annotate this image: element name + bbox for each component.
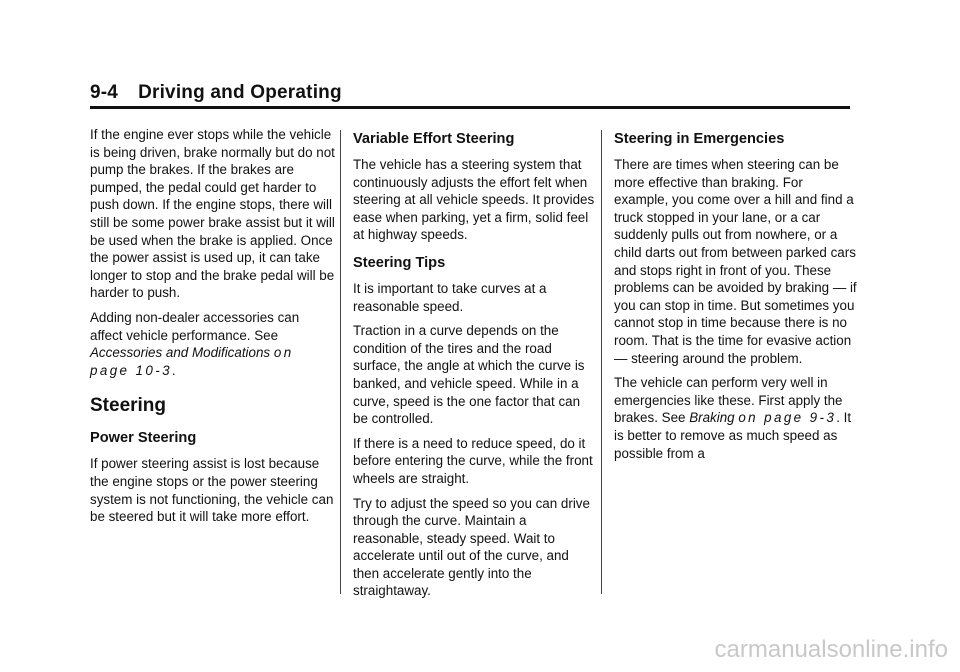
- section-title: Driving and Operating: [138, 82, 342, 103]
- tips-paragraph-2: Traction in a curve depends on the condition of the tires and the road surface, the angle at which the curve is banked, and vehicle speed. While in a curve, speed is the one factor that can be controlled.: [353, 323, 585, 427]
- power-steering-paragraph: If power steering assist is lost because the engine stops or the power steering system is not functioning, the vehicle can be steered but it will take more effort.: [90, 456, 334, 525]
- braking-page-link[interactable]: on page 9-3: [738, 410, 837, 426]
- column-middle: [353, 130, 598, 607]
- accessories-paragraph: Adding non-dealer accessories can affect vehicle performance. See Accessories and Modifications on page 10-3.: [90, 309, 300, 378]
- power-steering-heading: Power Steering: [90, 430, 197, 447]
- emergencies-paragraph-2: The vehicle can perform very well in emergencies like these. First apply the brakes. See Braking on page 9-3. It is better to remove as much speed as possible from a: [614, 375, 852, 461]
- accessories-page-link[interactable]: on page 10-3: [90, 345, 294, 378]
- column-divider: [340, 130, 341, 594]
- page-title: [90, 80, 850, 106]
- emergencies-heading: Steering in Emergencies: [614, 131, 785, 147]
- column-left: [90, 126, 335, 533]
- steering-heading: Steering: [90, 395, 167, 417]
- tips-paragraph-4: Try to adjust the speed so you can drive through the curve. Maintain a reasonable, steady speed. Wait to accelerate until out of the curve, and then accelerate gently into the straightaway.: [353, 495, 590, 599]
- page-number: 9-4: [90, 82, 119, 103]
- emergencies-paragraph-1: There are times when steering can be more effective than braking. For example, you come over a hill and find a truck stopped in your lane, or a car suddenly pulls out from nowhere, or a child darts out from between parked cars and stops right in front of you. These problems can be avoided by braking — if you can stop in time. But sometimes you cannot stop in time because there is no room. That is the time for evasive action — steering around the problem.: [614, 157, 857, 366]
- engine-stop-paragraph: If the engine ever stops while the vehicle is being driven, brake normally but do not pump the brakes. If the brakes are pumped, the pedal could get harder to push down. If the engine stops, there will still be some power brake assist but it will be used when the brake is applied. Once the power assist is used up, it can take longer to stop and the brake pedal will be harder to push.: [90, 127, 335, 301]
- accessories-link[interactable]: Accessories and Modifications: [90, 345, 271, 361]
- tips-paragraph-3: If there is a need to reduce speed, do it before entering the curve, while the front wheels are straight.: [353, 435, 593, 486]
- page-header: [90, 80, 850, 109]
- braking-link[interactable]: Braking: [689, 410, 735, 426]
- tips-paragraph-1: It is important to take curves at a reasonable speed.: [353, 280, 547, 314]
- steering-tips-heading: Steering Tips: [353, 254, 446, 271]
- watermark: carmanualsonline.info: [714, 636, 948, 663]
- column-right: [614, 130, 859, 469]
- variable-effort-paragraph: The vehicle has a steering system that continuously adjusts the effort felt when steering at all vehicle speeds. It provides ease when parking, yet a firm, solid feel at highway speeds.: [353, 157, 595, 243]
- column-divider: [601, 130, 602, 594]
- variable-effort-heading: Variable Effort Steering: [353, 131, 515, 147]
